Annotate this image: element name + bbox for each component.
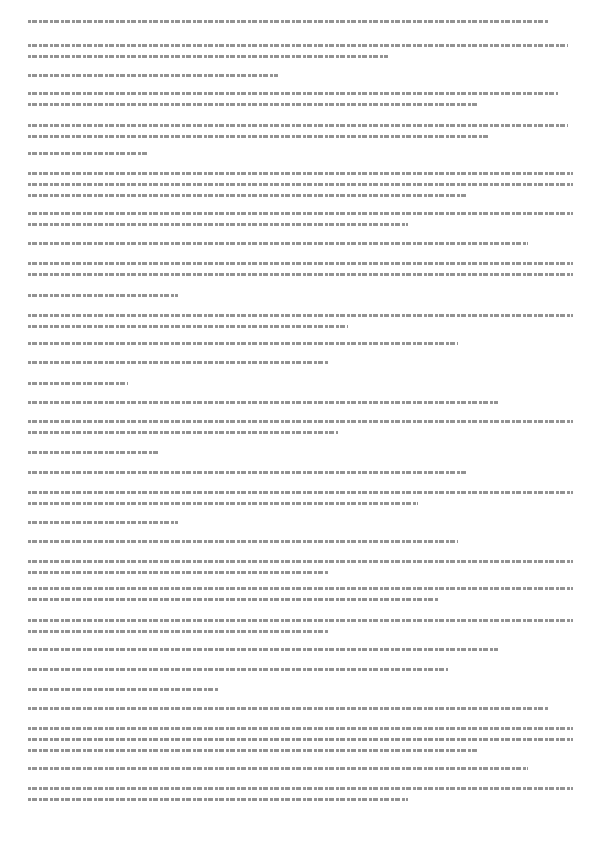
paragraph-line <box>28 340 458 347</box>
paragraph-line <box>28 666 448 673</box>
paragraph-line <box>28 449 158 456</box>
paragraph-line <box>28 469 468 476</box>
paragraph-line <box>28 192 468 199</box>
paragraph-line <box>28 796 408 803</box>
paragraph-line <box>28 765 528 772</box>
text-placeholder <box>28 707 548 710</box>
text-placeholder <box>28 688 218 691</box>
text-placeholder <box>28 502 418 505</box>
paragraph-line <box>28 399 498 406</box>
text-placeholder <box>28 451 158 454</box>
paragraph-line <box>28 181 573 188</box>
text-placeholder <box>28 20 548 23</box>
text-placeholder <box>28 540 458 543</box>
text-placeholder <box>28 44 568 47</box>
text-placeholder <box>28 598 438 601</box>
paragraph-line <box>28 705 548 712</box>
paragraph-line <box>28 569 328 576</box>
text-placeholder <box>28 630 328 633</box>
text-placeholder <box>28 668 448 671</box>
paragraph-line <box>28 617 573 624</box>
paragraph-line <box>28 747 478 754</box>
text-placeholder <box>28 587 573 590</box>
text-placeholder <box>28 420 573 423</box>
text-placeholder <box>28 382 128 385</box>
text-placeholder <box>28 560 573 563</box>
paragraph-line <box>28 170 573 177</box>
text-placeholder <box>28 172 573 175</box>
paragraph-line <box>28 489 573 496</box>
text-placeholder <box>28 294 178 297</box>
text-placeholder <box>28 767 528 770</box>
text-placeholder <box>28 242 528 245</box>
text-placeholder <box>28 262 573 265</box>
paragraph-line <box>28 646 498 653</box>
paragraph-line <box>28 785 573 792</box>
paragraph-line <box>28 122 568 129</box>
paragraph-line <box>28 260 573 267</box>
paragraph-line <box>28 101 478 108</box>
paragraph-line <box>28 628 328 635</box>
paragraph-line <box>28 42 568 49</box>
paragraph-line <box>28 221 408 228</box>
paragraph-line <box>28 596 438 603</box>
text-placeholder <box>28 727 573 730</box>
paragraph-line <box>28 585 573 592</box>
text-placeholder <box>28 55 388 58</box>
text-placeholder <box>28 361 328 364</box>
text-placeholder <box>28 738 573 741</box>
paragraph-line <box>28 538 458 545</box>
text-placeholder <box>28 124 568 127</box>
text-placeholder <box>28 183 573 186</box>
text-placeholder <box>28 749 478 752</box>
paragraph-line <box>28 53 388 60</box>
paragraph-line <box>28 90 558 97</box>
paragraph-line <box>28 292 178 299</box>
text-placeholder <box>28 103 478 106</box>
paragraph-line <box>28 519 178 526</box>
paragraph-line <box>28 240 528 247</box>
text-placeholder <box>28 223 408 226</box>
paragraph-line <box>28 18 548 25</box>
text-placeholder <box>28 194 468 197</box>
paragraph-line <box>28 736 573 743</box>
paragraph-line <box>28 312 573 319</box>
text-placeholder <box>28 571 328 574</box>
text-placeholder <box>28 787 573 790</box>
paragraph-line <box>28 558 573 565</box>
text-placeholder <box>28 325 348 328</box>
text-placeholder <box>28 401 498 404</box>
text-placeholder <box>28 798 408 801</box>
paragraph-line <box>28 418 573 425</box>
text-placeholder <box>28 648 498 651</box>
text-placeholder <box>28 92 558 95</box>
text-placeholder <box>28 152 148 155</box>
text-placeholder <box>28 431 338 434</box>
text-placeholder <box>28 314 573 317</box>
paragraph-line <box>28 686 218 693</box>
text-placeholder <box>28 74 278 77</box>
paragraph-line <box>28 150 148 157</box>
paragraph-line <box>28 380 128 387</box>
text-placeholder <box>28 471 468 474</box>
text-placeholder <box>28 342 458 345</box>
text-placeholder <box>28 521 178 524</box>
paragraph-line <box>28 323 348 330</box>
paragraph-line <box>28 210 573 217</box>
paragraph-line <box>28 72 278 79</box>
text-placeholder <box>28 619 573 622</box>
text-placeholder <box>28 212 573 215</box>
paragraph-line <box>28 500 418 507</box>
paragraph-line <box>28 725 573 732</box>
paragraph-line <box>28 429 338 436</box>
paragraph-line <box>28 271 573 278</box>
text-placeholder <box>28 491 573 494</box>
text-placeholder <box>28 273 573 276</box>
paragraph-line <box>28 359 328 366</box>
paragraph-line <box>28 133 488 140</box>
text-placeholder <box>28 135 488 138</box>
